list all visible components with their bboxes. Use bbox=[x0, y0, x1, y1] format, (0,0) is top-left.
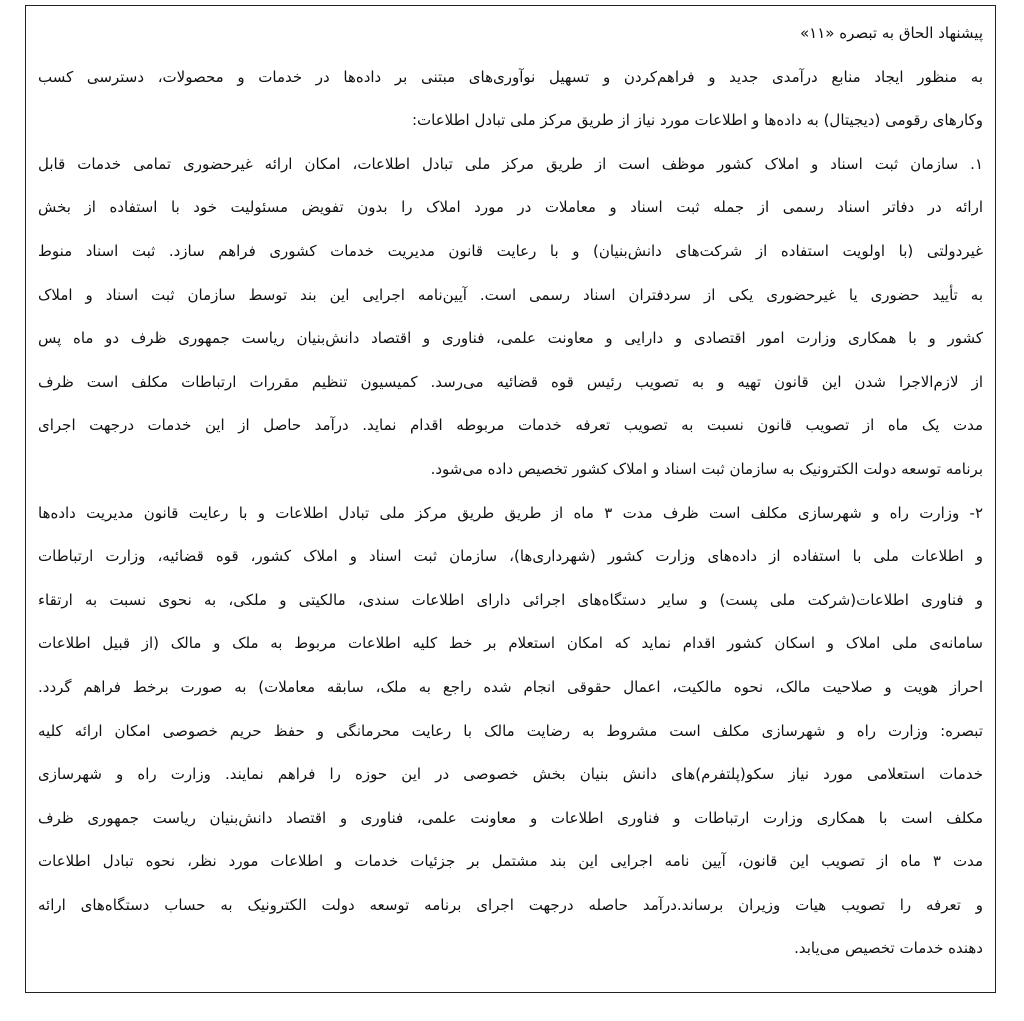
text-line: ارائه در دفاتر اسناد رسمی از جمله ثبت اسناد و معاملات در مورد املاک را بدون تفویض مسئولیت خود با استفاده از بخش bbox=[38, 198, 983, 217]
document-body bbox=[38, 12, 983, 971]
text-line: ۱. سازمان ثبت اسناد و املاک کشور موظف است از طریق مرکز ملی تبادل اطلاعات، امکان ارائه غیرحضوری تمامی خدمات قابل bbox=[38, 154, 983, 173]
text-line: کشور و با همکاری وزارت امور اقتصادی و دارایی و معاونت علمی، فناوری و اقتصاد دانش‌بنیان ریاست جمهوری ظرف دو ماه پس bbox=[38, 329, 983, 348]
text-line: تبصره: وزارت راه و شهرسازی مکلف است مشروط به رضایت مالک با رعایت محرمانگی و حفظ حریم خصوصی امکان ارائه کلیه bbox=[38, 721, 983, 740]
text-line: مکلف است با همکاری وزارت ارتباطات و فناوری اطلاعات و معاونت علمی، فناوری و اقتصاد دانش‌بنیان ریاست جمهوری ظرف bbox=[38, 808, 983, 827]
text-line: دهنده خدمات تخصیص می‌یابد. bbox=[794, 939, 983, 958]
text-line: مدت ۳ ماه از تصویب این قانون، آیین نامه اجرایی این بند مشتمل بر جزئیات خدمات و اطلاعات مورد نظر، نحوه تبادل اطلاعات bbox=[38, 852, 983, 871]
text-line: وکارهای رقومی (دیجیتال) به داده‌ها و اطلاعات مورد نیاز از طریق مرکز ملی تبادل اطلاعات: bbox=[411, 111, 983, 130]
text-line: و فناوری اطلاعات(شرکت ملی پست) و سایر دستگاه‌های اجرائی دارای اطلاعات سندی، مالکیتی و ملکی، به نحوی نسبت به ارتقاء bbox=[38, 590, 983, 609]
text-line: غیردولتی (با اولویت استفاده از شرکت‌های دانش‌بنیان) و با رعایت قانون مدیریت خدمات کشوری فراهم سازد. ثبت اسناد منوط bbox=[38, 241, 983, 260]
text-line: به منظور ایجاد منابع درآمدی جدید و فراهم‌کردن و تسهیل نوآوری‌های مبتنی بر داده‌ها در خدمات و محصولات، دسترسی کسب bbox=[38, 67, 983, 86]
text-line: احراز هویت و صلاحیت مالک، نحوه مالکیت، اعمال حقوقی انجام شده راجع به ملک، سابقه معاملات) به صورت برخط فراهم گردد. bbox=[38, 677, 983, 696]
text-line: از لازم‌الاجرا شدن این قانون تهیه و به تصویب رئیس قوه قضائیه می‌رسد. کمیسیون تنظیم مقررات ارتباطات مکلف است ظرف bbox=[38, 372, 983, 391]
text-line: برنامه توسعه دولت الکترونیک به سازمان ثبت اسناد و املاک کشور تخصیص داده می‌شود. bbox=[430, 459, 983, 478]
text-line: سامانه‌ی ملی املاک و اسکان کشور اقدام نماید که امکان استعلام بر خط کلیه اطلاعات مربوط به ملک و مالک (از قبیل اطلاعات bbox=[38, 634, 983, 653]
text-line: خدمات استعلامی مورد نیاز سکو(پلتفرم)های دانش بنیان بخش خصوصی در این حوزه را فراهم نمایند. وزارت راه و شهرسازی bbox=[38, 765, 983, 784]
document-title: پیشنهاد الحاق به تبصره «۱۱» bbox=[799, 24, 983, 42]
text-line: مدت یک ماه از تصویب قانون نسبت به تصویب تعرفه خدمات مربوطه اقدام نماید. درآمد حاصل از این خدمات درجهت اجرای bbox=[38, 416, 983, 435]
text-line: ۲- وزارت راه و شهرسازی مکلف است ظرف مدت ۳ ماه از طریق طریق مرکز ملی تبادل اطلاعات و با رعایت قانون مدیریت داده‌ها bbox=[38, 503, 984, 522]
document-frame bbox=[25, 5, 996, 993]
text-line: به تأیید حضوری یا غیرحضوری یکی از سردفتران اسناد رسمی است. آیین‌نامه اجرایی این بند توسط سازمان ثبت اسناد و املاک bbox=[38, 285, 983, 304]
text-line: و تعرفه را تصویب هیات وزیران برساند.درآمد حاصله درجهت اجرای برنامه توسعه دولت الکترونیک به حساب دستگاه‌های ارائه bbox=[38, 895, 983, 914]
text-line: و اطلاعات ملی با استفاده از داده‌های وزارت کشور (شهرداری‌ها)، سازمان ثبت اسناد و املاک کشور، قوه قضائیه، وزارت ارتباطات bbox=[38, 547, 983, 566]
